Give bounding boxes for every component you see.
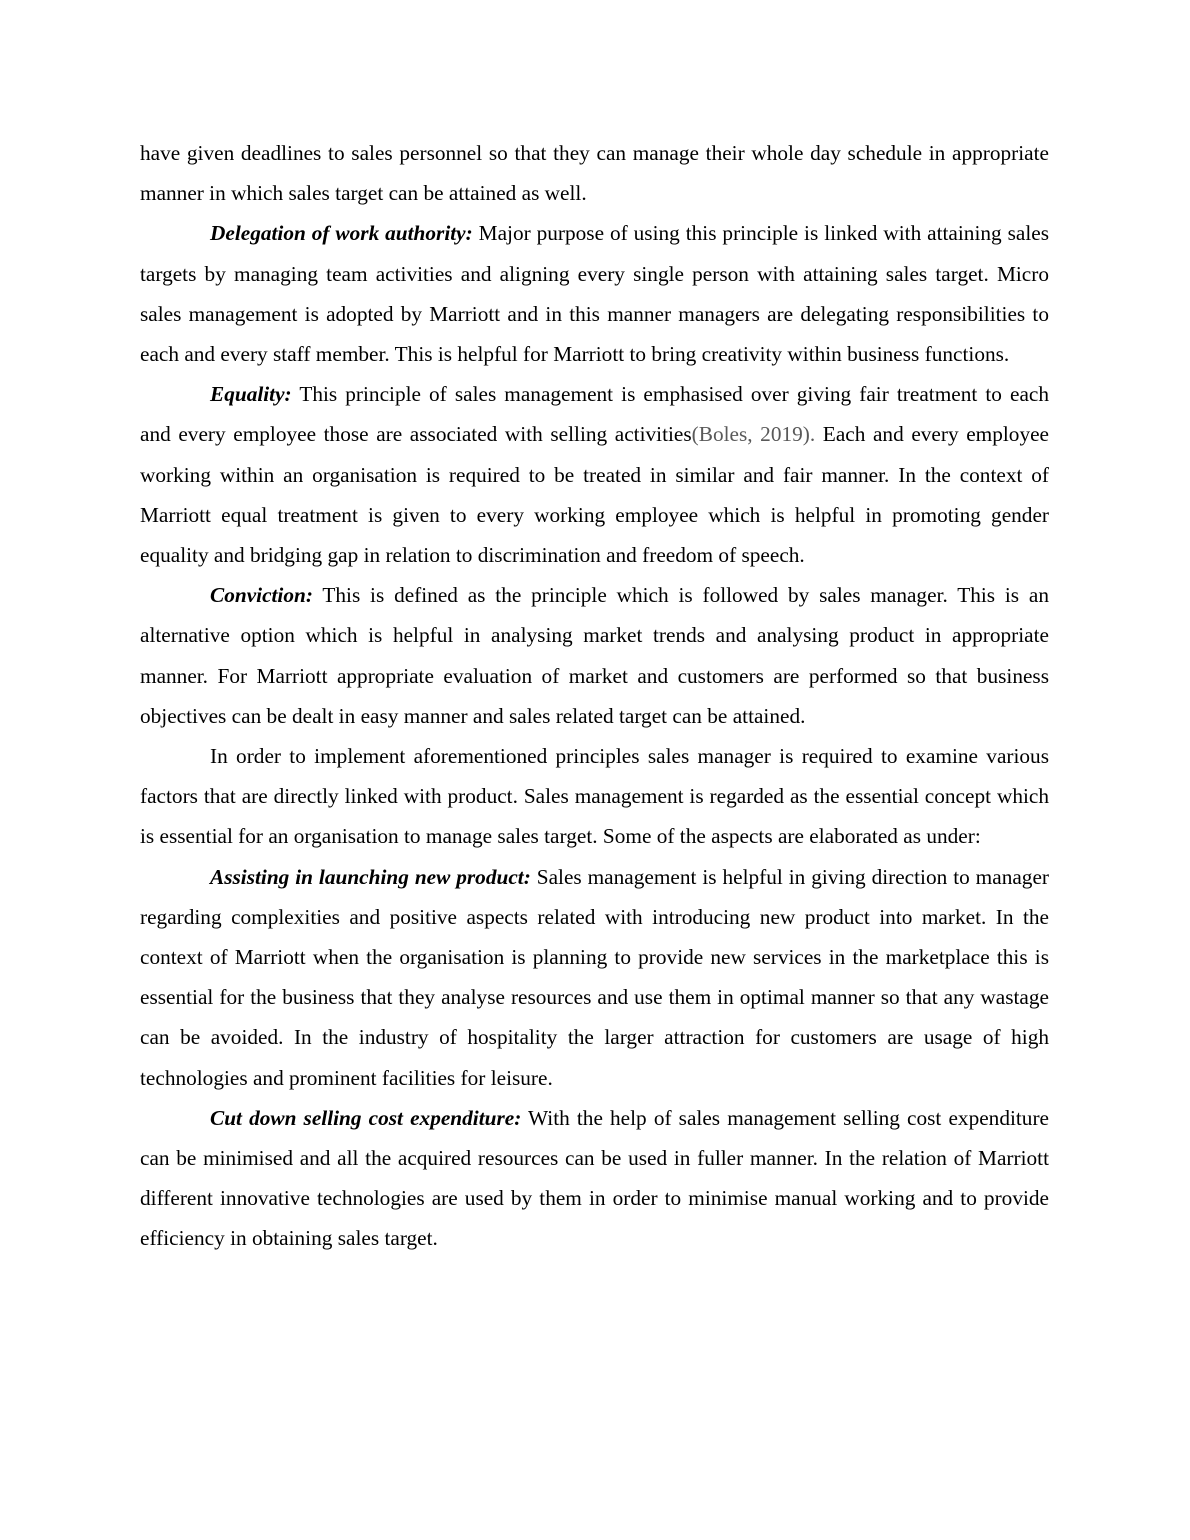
paragraph-new-product — [140, 857, 1049, 1098]
term-new-product: Assisting in launching new product: — [210, 864, 531, 889]
paragraph-equality — [140, 374, 1049, 575]
paragraph-conviction — [140, 575, 1049, 736]
paragraph-text: With the help of sales management selling cost expenditure can be minimised and all the acquired resources can be used in fuller manner. In the relation of Marriott different innovative technologies are used by them in order to minimise manual working and to provide efficiency in obtaining sales target. — [140, 1105, 1049, 1251]
paragraph-text: have given deadlines to sales personnel so that they can manage their whole day schedule in appropriate manner in which sales target can be attained as well. — [140, 141, 1049, 206]
term-selling-cost: Cut down selling cost expenditure: — [210, 1105, 522, 1130]
paragraph-implementation — [140, 736, 1049, 857]
paragraph-deadlines-continuation — [140, 133, 1049, 213]
paragraph-delegation — [140, 213, 1049, 374]
citation-boles-2019: (Boles, 2019). — [691, 422, 816, 447]
paragraph-text: Each and every employee working within an organisation is required to be treated in similar and fair manner. In the context of Marriott equal treatment is given to every working employee which is helpful in promoting gender equality and bridging gap in relation to discrimination and freedom of speech. — [140, 422, 1050, 568]
term-delegation: Delegation of work authority: — [210, 221, 473, 246]
paragraph-text: Sales management is helpful in giving direction to manager regarding complexities and positive aspects related with introducing new product into market. In the context of Marriott when the organisation is planning to provide new services in the marketplace this is essential for the business that they analyse resources and use them in optimal manner so that any wastage can be avoided. In the industry of hospitality the larger attraction for customers are usage of high technologies and prominent facilities for leisure. — [140, 864, 1049, 1090]
term-conviction: Conviction: — [210, 583, 313, 608]
term-equality: Equality: — [210, 382, 292, 407]
paragraph-text: This principle of sales management is emphasised over giving fair treatment to each and every employee those are associated with selling activities — [140, 382, 1049, 447]
paragraph-text: Major purpose of using this principle is linked with attaining sales targets by managing team activities and aligning every single person with attaining sales target. Micro sales management is adopted by Marriott and in this manner managers are delegating responsibilities to each and every staff member. This is helpful for Marriott to bring creativity within business functions. — [140, 221, 1049, 367]
document-page — [140, 133, 1049, 1259]
paragraph-text: In order to implement aforementioned principles sales manager is required to examine various factors that are directly linked with product. Sales management is regarded as the essential concept which is essential for an organisation to manage sales target. Some of the aspects are elaborated as under: — [140, 744, 1049, 849]
paragraph-text: This is defined as the principle which is followed by sales manager. This is an alternative option which is helpful in analysing market trends and analysing product in appropriate manner. For Marriott appropriate evaluation of market and customers are performed so that business objectives can be dealt in easy manner and sales related target can be attained. — [140, 583, 1049, 728]
paragraph-selling-cost — [140, 1098, 1049, 1259]
